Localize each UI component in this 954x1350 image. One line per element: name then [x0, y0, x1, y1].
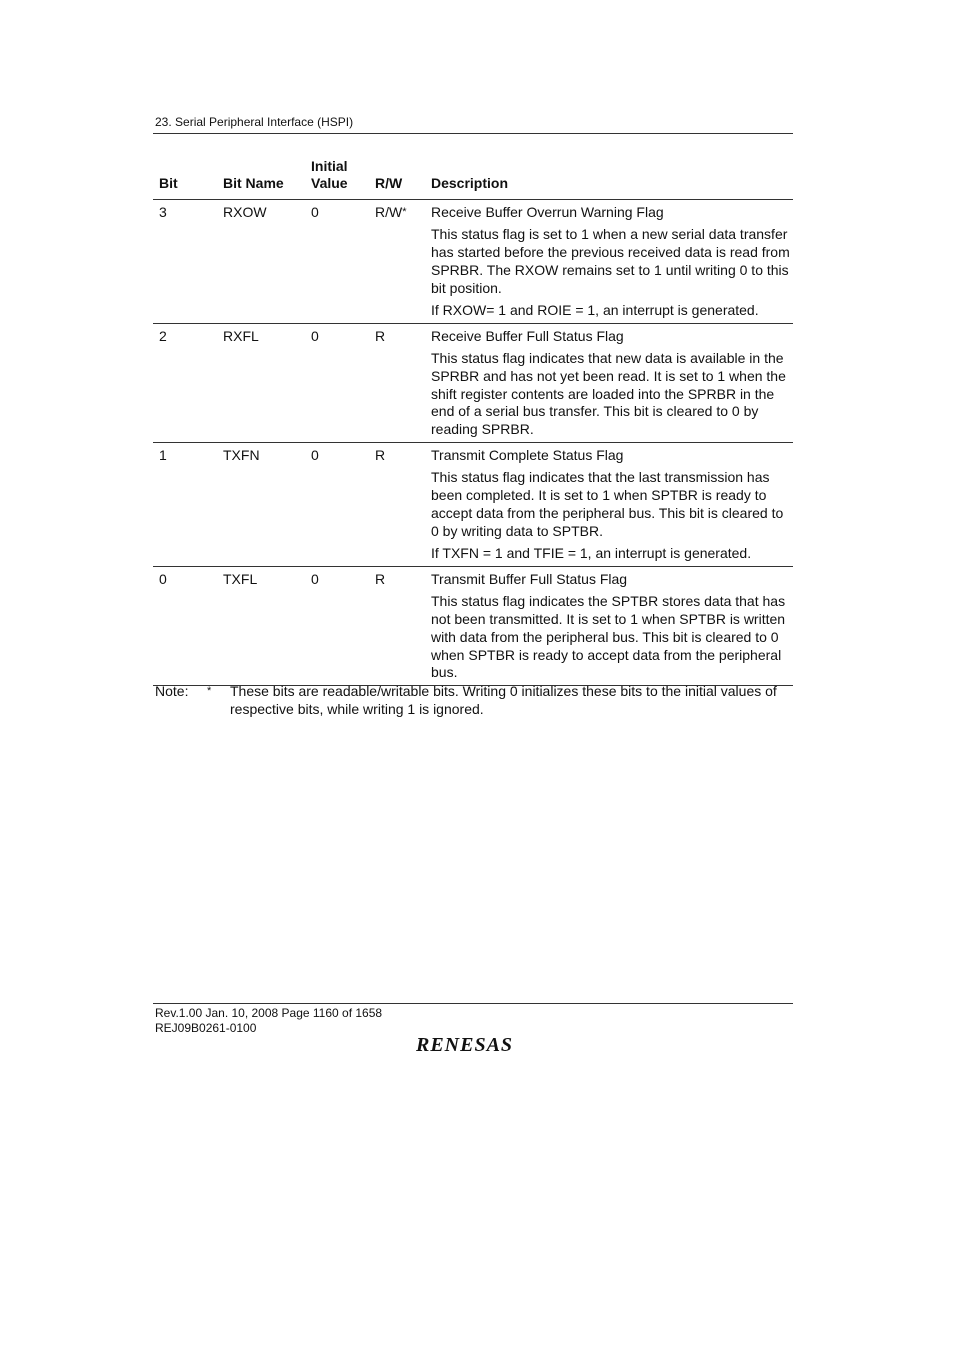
table-row	[153, 324, 793, 443]
description-paragraph: If RXOW= 1 and ROIE = 1, an interrupt is generated.	[431, 301, 759, 318]
bit-cell: 1	[159, 447, 167, 464]
col-initial-value	[311, 158, 348, 192]
description-paragraph: This status flag indicates that the last transmission has been completed. It is set to 1 when SPTBR is ready to accept data from the peripheral bus. This bit is cleared to 0 by writing data to SPTBR.	[431, 469, 784, 539]
note-label: Note:	[155, 683, 189, 699]
description-cell	[431, 443, 791, 566]
table-body	[153, 200, 793, 686]
note-mark: *	[207, 685, 212, 697]
rw-cell	[375, 328, 385, 346]
register-bit-table	[153, 156, 793, 686]
renesas-logo-mark	[414, 1034, 534, 1056]
description-paragraph: This status flag indicates that new data is available in the SPRBR and has not yet been read. It is set to 1 when the shift register contents are loaded into the SPRBR in the end of a serial bus transfer. This bit is cleared to 0 by reading SPRBR.	[431, 350, 786, 438]
table-row	[153, 567, 793, 686]
rw-cell	[375, 204, 407, 222]
rw-value: R	[375, 570, 386, 587]
description-paragraph: This status flag is set to 1 when a new serial data transfer has started before the previous received data is read from SPRBR. The RXOW remains set to 1 until writing 0 to this bit position.	[431, 226, 790, 296]
description-paragraph: This status flag indicates the SPTBR stores data that has not been transmitted. It is set to 1 when SPTBR is written with data from the peripheral bus. This bit is cleared to 0 when SPTBR is ready to accept data from the peripheral bus.	[431, 593, 786, 681]
col-initial-line2: Value	[311, 175, 348, 191]
col-bit-name: Bit Name	[223, 175, 284, 191]
bit-name-cell: RXOW	[223, 204, 267, 220]
footer-revision: Rev.1.00 Jan. 10, 2008 Page 1160 of 1658	[155, 1006, 383, 1020]
description-cell	[431, 567, 791, 685]
col-bit: Bit	[159, 175, 178, 191]
table-row	[153, 200, 793, 324]
description-title: Transmit Buffer Full Status Flag	[431, 570, 628, 587]
bit-name-cell: RXFL	[223, 327, 259, 344]
bit-cell: 0	[159, 570, 167, 587]
rw-cell	[375, 447, 385, 465]
description-cell	[431, 200, 791, 323]
col-initial-line1: Initial	[311, 158, 348, 174]
running-header: 23. Serial Peripheral Interface (HSPI)	[155, 115, 354, 129]
bit-cell: 2	[159, 327, 167, 344]
initial-value-cell: 0	[311, 570, 319, 587]
header-rule	[153, 133, 793, 134]
rw-value: R	[375, 447, 386, 464]
initial-value-cell: 0	[311, 327, 319, 344]
footer-rule	[153, 1003, 793, 1004]
rw-cell	[375, 571, 385, 589]
bit-name-cell: TXFL	[223, 570, 258, 587]
rw-value: R/W	[375, 204, 403, 220]
col-description: Description	[431, 175, 509, 191]
description-paragraph: If TXFN = 1 and TFIE = 1, an interrupt is generated.	[431, 545, 752, 562]
note-text: These bits are readable/writable bits. Writing 0 initializes these bits to the initial values of respective bits, while writing 1 is ignored.	[230, 683, 777, 717]
initial-value-cell: 0	[311, 447, 319, 464]
bit-cell: 3	[159, 204, 167, 220]
logo-text: RENESAS	[416, 1034, 514, 1056]
footer-doc-number: REJ09B0261-0100	[155, 1021, 257, 1035]
description-cell	[431, 324, 791, 442]
col-rw: R/W	[375, 175, 403, 191]
rw-footnote-mark: *	[402, 206, 407, 218]
description-title: Receive Buffer Overrun Warning Flag	[431, 204, 664, 220]
table-header	[153, 156, 793, 200]
initial-value-cell: 0	[311, 204, 319, 220]
bit-name-cell: TXFN	[223, 447, 260, 464]
renesas-logo	[414, 1034, 534, 1061]
description-title: Receive Buffer Full Status Flag	[431, 327, 624, 344]
description-title: Transmit Complete Status Flag	[431, 447, 624, 464]
rw-value: R	[375, 327, 386, 344]
table-row	[153, 443, 793, 567]
